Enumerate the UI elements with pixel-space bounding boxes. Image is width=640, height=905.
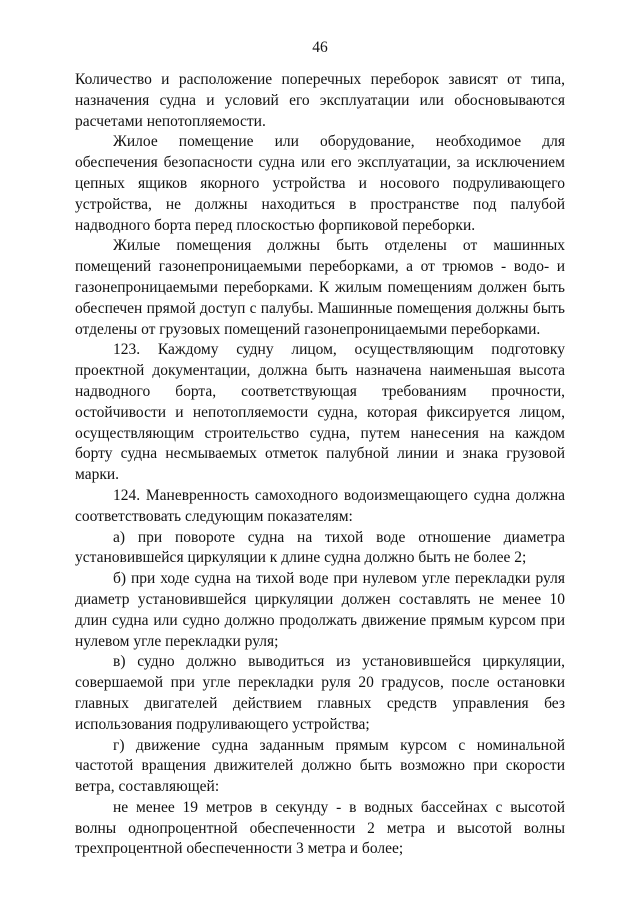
document-body [75,70,565,860]
paragraph-item-124-b: б) при ходе судна на тихой воде при нулевом угле перекладки руля диаметр установившейся циркуляции должен составлять не менее 10 длин судна или судно должно продолжать движение прямым курсом при нулевом угле перекладки руля; [75,570,565,650]
paragraph-item-124-a: а) при повороте судна на тихой воде отношение диаметра установившейся циркуляции к длине судна должно быть не более 2; [75,528,565,567]
paragraph-item-124-g: г) движение судна заданным прямым курсом с номинальной частотой вращения движителей должно быть возможно при скорости ветра, составляющей: [75,736,565,796]
paragraph-item-124: 124. Маневренность самоходного водоизмещающего судна должна соответствовать следующим показателям: [75,486,565,525]
paragraph-living-quarters-forepeak: Жилое помещение или оборудование, необходимое для обеспечения безопасности судна или его эксплуатации, за исключением цепных ящиков якорного устройства и носового подруливающего устройства, не должны находиться в пространстве под палубой надводного борта перед плоскостью форпиковой переборки. [75,133,565,234]
paragraph-living-quarters-separation: Жилые помещения должны быть отделены от машинных помещений газонепроницаемыми переборками, а от трюмов - водо- и газонепроницаемыми переборками. К жилым помещениям должен быть обеспечен прямой доступ с палубы. Машинные помещения должны быть отделены от грузовых помещений газонепроницаемыми переборками. [75,237,565,338]
paragraph-item-123: 123. Каждому судну лицом, осуществляющим подготовку проектной документации, должна быть назначена наименьшая высота надводного борта, соответствующая требованиям прочности, остойчивости и непотопляемости судна, которая фиксируется лицом, осуществляющим строительство судна, путем нанесения на каждом борту судна несмываемых отметок палубной линии и знака грузовой марки. [75,341,565,484]
paragraph-bulkheads: Количество и расположение поперечных переборок зависят от типа, назначения судна и условий его эксплуатации или обосновываются расчетами непотопляемости. [75,71,565,130]
page-number: 46 [312,39,328,56]
paragraph-wind-speed: не менее 19 метров в секунду - в водных бассейнах с высотой волны однопроцентной обеспеченности 2 метра и высотой волны трехпроцентной обеспеченности 3 метра и более; [75,798,565,858]
paragraph-item-124-v: в) судно должно выводиться из установившейся циркуляции, совершаемой при угле перекладки руля 20 градусов, после остановки главных двигателей действием главных средств управления без использования подруливающего устройства; [75,653,565,733]
